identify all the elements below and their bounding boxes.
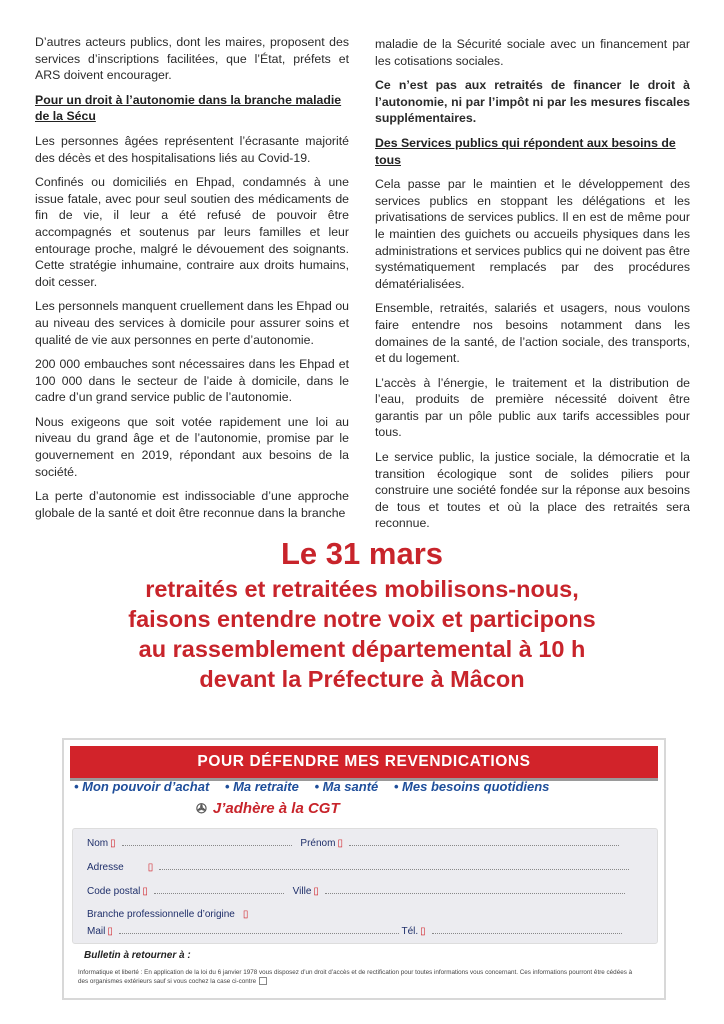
membership-form [62, 738, 666, 1000]
section-heading: Pour un droit à l’autonomie dans la branche maladie de la Sécu [35, 92, 342, 124]
field-label: Tél. [401, 926, 419, 937]
call-to-action-headline [0, 534, 724, 694]
field-label: Adresse [87, 862, 124, 873]
left-column [35, 34, 349, 529]
paragraph: Le service public, la justice sociale, la démocratie et la transition écologique sont de solides piliers pour construire une société fondée sur la réponse aux besoins de tous et toutes et où la place des retraités sera reconnue. [375, 450, 690, 531]
opt-out-checkbox[interactable] [259, 977, 267, 985]
field-label: Mail [87, 926, 106, 937]
checkbox-mark: ▯ [337, 838, 343, 849]
field-adresse[interactable] [87, 861, 629, 873]
input-line[interactable] [119, 925, 399, 934]
field-code-postal[interactable] [87, 885, 625, 897]
paragraph: Confinés ou domiciliés en Ehpad, condamnés à une issue fatale, avec pour seul soutien des médicaments de fin de vie, il leur a été refusé de pouvoir être accompagnés et soutenus par leurs familles et leur entourage proche, malgré le dévouement des soignants. Cette stratégie inhumaine, contraire aux droits humains, doit cesser. [35, 175, 349, 289]
field-branche[interactable] [87, 909, 254, 920]
input-line[interactable] [432, 925, 622, 934]
return-label: Bulletin à retourner à : [84, 950, 191, 961]
paragraph: Les personnels manquent cruellement dans les Ehpad ou au niveau des services à domicile pour assurer soins et qualité de vie aux personnes en perte d’autonomie. [35, 299, 349, 347]
field-label: Branche professionnelle d’origine [87, 909, 235, 920]
checkbox-mark: ▯ [313, 886, 319, 897]
paragraph: La perte d’autonomie est indissociable d’une approche globale de la santé et doit être reconnue dans la branche [35, 489, 349, 520]
field-label: Nom [87, 838, 109, 849]
demand-item: • Ma santé [314, 779, 379, 794]
join-symbol-icon: ✇ [196, 801, 207, 816]
input-line[interactable] [349, 837, 619, 846]
checkbox-mark: ▯ [107, 926, 113, 937]
paragraph: Cela passe par le maintien et le développement des services publics en stoppant les délégations et les privatisations de services publics. Il en est de même pour le maintien des guichets ou accueils physiques dans les administrations et services publics qui ne doivent pas être systématiquement remplacés par des procédures dématérialisées. [375, 177, 690, 291]
event-date: Le 31 mars [281, 536, 443, 571]
checkbox-mark: ▯ [420, 926, 426, 937]
legal-text: Informatique et liberté : En application de la loi du 6 janvier 1978 vous disposez d’un droit d’accès et de rectification pour toutes informations vous concernant. Ces informations pourront être cédées à des organismes extérieurs sauf si vous cochez la case ci-contre [78, 969, 633, 985]
headline-line: devant la Préfecture à Mâcon [199, 666, 525, 692]
input-line[interactable] [154, 885, 284, 894]
input-line[interactable] [325, 885, 625, 894]
field-nom[interactable] [87, 837, 619, 849]
paragraph: Nous exigeons que soit votée rapidement une loi au niveau du grand âge et de l’autonomie, promise par le gouvernement en 2019, répondant aux besoins de la société. [35, 414, 349, 479]
headline-line: faisons entendre notre voix et participons [128, 606, 596, 632]
checkbox-mark: ▯ [242, 909, 249, 920]
demand-item: • Ma retraite [224, 779, 299, 794]
field-label: Ville [292, 886, 312, 897]
demands-list [74, 779, 561, 794]
demand-item: • Mes besoins quotidiens [393, 779, 550, 794]
input-line[interactable] [159, 861, 629, 870]
form-banner: POUR DÉFENDRE MES REVENDICATIONS [70, 746, 658, 778]
field-label: Prénom [300, 838, 336, 849]
join-label: J’adhère à la CGT [212, 800, 340, 817]
paragraph: maladie de la Sécurité sociale avec un financement par les cotisations sociales. [375, 37, 690, 68]
paragraph: L’accès à l’énergie, le traitement et la distribution de l’eau, produits de première nécessité doivent être garantis par un pôle public aux tarifs accessibles pour tous. [375, 375, 690, 440]
join-line[interactable] [196, 800, 340, 817]
paragraph: 200 000 embauches sont nécessaires dans les Ehpad et 100 000 dans le secteur de l’aide à domicile, dans le cadre d’un grand service public de l’autonomie. [35, 357, 349, 405]
right-column [375, 36, 690, 540]
input-line[interactable] [122, 837, 292, 846]
headline-line: au rassemblement départemental à 10 h [138, 636, 586, 662]
checkbox-mark: ▯ [147, 862, 154, 873]
form-fields [72, 828, 658, 944]
paragraph: D’autres acteurs publics, dont les maires, proposent des services d’inscriptions facilitées, que l’État, préfets et ARS doivent encourager. [35, 35, 349, 83]
legal-notice [78, 968, 638, 986]
bold-paragraph: Ce n’est pas aux retraités de financer le droit à l’autonomie, ni par l’impôt ni par les mesures fiscales supplémentaires. [375, 78, 690, 126]
checkbox-mark: ▯ [110, 838, 116, 849]
headline-line: retraités et retraitées mobilisons-nous, [145, 576, 579, 602]
paragraph: Les personnes âgées représentent l’écrasante majorité des décès et des hospitalisations liés au Covid-19. [35, 133, 349, 165]
paragraph: Ensemble, retraités, salariés et usagers, nous voulons faire entendre nos besoins notamment dans les domaines de la santé, de l’action sociale, des transports, et du logement. [375, 301, 690, 366]
field-mail[interactable] [87, 925, 622, 937]
field-label: Code postal [87, 886, 141, 897]
demand-item: • Mon pouvoir d’achat [74, 779, 210, 794]
section-heading: Des Services publics qui répondent aux besoins de tous [375, 135, 676, 167]
checkbox-mark: ▯ [142, 886, 148, 897]
